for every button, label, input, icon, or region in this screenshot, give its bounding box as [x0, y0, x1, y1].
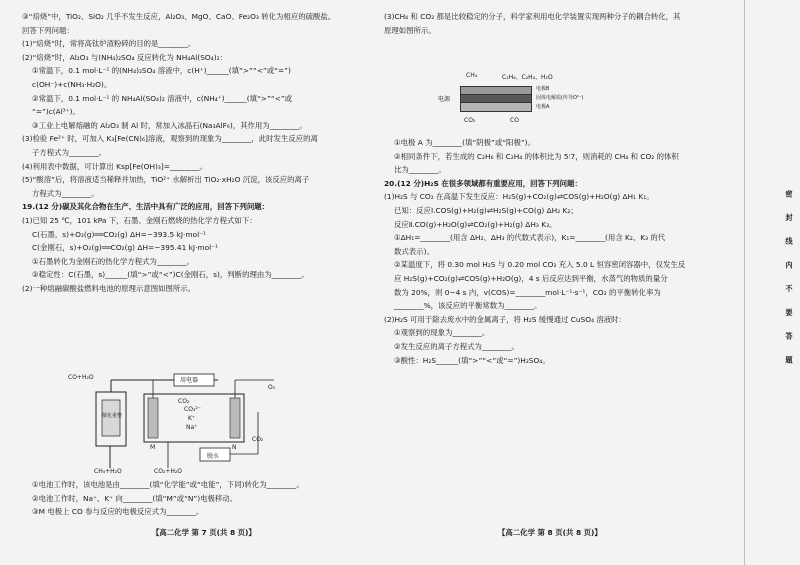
coupling-cell-diagram	[438, 72, 584, 126]
text-line: 子方程式为________。	[32, 147, 106, 157]
text-line: (1)H₂S 与 CO₂ 在高温下发生反应：H₂S(g)+CO₂(g)⇌COS(g)+H₂O(g) ΔH₁ K₁。	[384, 192, 654, 202]
question-heading: 19.(12 分)碳及其化合物在生产、生活中具有广泛的应用，回答下列问题：	[22, 202, 270, 212]
electrode-a-layer	[460, 102, 532, 112]
fuel-label-co2-side: CO₂	[252, 436, 264, 443]
cell-label-co2: CO₂	[464, 117, 476, 124]
right-column	[384, 10, 720, 37]
fuel-cell-diagram	[18, 372, 282, 476]
right-column-body	[384, 136, 720, 367]
cell-label-electrode-a: 电极A	[536, 104, 550, 110]
cell-label-products: C₂H₆、C₂H₄、H₂O	[502, 74, 553, 81]
text-line: ①ΔH₁=________(用含 ΔH₂、ΔH₃ 的代数式表示)，K₁=________(用含 K₂、K₃ 的代	[394, 233, 666, 243]
text-line: ①电极 A 为________(填“阴极”或“阳极”)。	[394, 138, 535, 147]
cell-label-electrode-b: 电极B	[536, 86, 550, 92]
text-line: (1)“焙烧”时，常将高钛炉渣粉碎的目的是________。	[22, 39, 196, 49]
text-line: ③酸性：H₂S______(填“>”“<”或“=”)H₂SO₄。	[394, 355, 550, 365]
text-line: ③工业上电解熔融的 Al₂O₃ 制 Al 时，常加入冰晶石(Na₃AlF₆)，其作用为________。	[32, 120, 307, 130]
text-line: ②稳定性：C(石墨，s)______(填“>”或“<”)C(金刚石，s)，判断的理由为________。	[32, 270, 309, 280]
fuel-label-bottom-in: CH₄+H₂O	[94, 468, 122, 475]
text-line: 已知：反应Ⅰ.COS(g)+H₂(g)⇌H₂S(g)+CO(g) ΔH₂ K₂；	[394, 205, 578, 215]
fuel-label-device: 用电器	[180, 377, 199, 384]
fuel-label-n: N	[232, 444, 237, 451]
left-column-bottom	[22, 478, 374, 519]
text-line: (2)H₂S 可用于除去废水中的金属离子，将 H₂S 缓慢通过 CuSO₄ 溶液时：	[384, 314, 626, 324]
fuel-label-electrolyte: Na⁺	[186, 424, 198, 431]
seal-line-notice: 密 封 线 内 不 要 答 题	[785, 190, 794, 371]
text-line: ________%，该反应的平衡常数为________。	[394, 301, 542, 311]
text-line: (3)检验 Fe²⁺ 时，可加入 K₃[Fe(CN)₆]溶液，观察到的现象为________，此时发生反应的离	[22, 134, 318, 144]
cell-label-electrolyte: 固体电解质(传导O²⁻)	[536, 95, 584, 101]
text-line: 应 H₂S(g)+CO₂(g)⇌COS(g)+H₂O(g)，4 s 后反应达到平衡，水蒸气的物质的量分	[394, 273, 668, 283]
text-line: 回答下列问题：	[22, 25, 74, 35]
cell-label-co: CO	[510, 117, 519, 124]
fuel-label-electrolyte: CO₃²⁻	[184, 406, 201, 413]
text-line: ①常温下，0.1 mol·L⁻¹ 的(NH₄)₂SO₄ 溶液中，c(H⁺)______(填“>”“<”或“=”)	[32, 66, 291, 76]
text-line: (5)“酸溶”后，将溶液适当稀释并加热，TiO²⁺ 水解析出 TiO₂·xH₂O 沉淀，该反应的离子	[22, 175, 310, 185]
page-footer-right: 【高二化学 第 8 页(共 8 页)】	[498, 528, 602, 537]
text-line: (3)CH₄ 和 CO₂ 都是比较稳定的分子，科学家利用电化学装置实现两种分子的耦合转化，其	[384, 12, 681, 21]
text-line: 原理如图所示。	[384, 25, 436, 35]
text-line: 数为 20%，则 0~4 s 内，v(COS)=________mol·L⁻¹·s⁻¹，CO₂ 的平衡转化率为	[394, 287, 661, 297]
text-line: ②某温度下，将 0.30 mol H₂S 与 0.20 mol CO₂ 充入 5.0 L 恒容密闭容器中，仅发生反	[394, 260, 686, 270]
fuel-label-co2-top: CO₂	[178, 398, 190, 405]
fold-line	[744, 0, 745, 565]
text-line: ②电池工作时，Na⁺、K⁺ 向________(填“M”或“N”)电极移动。	[32, 493, 238, 503]
text-line: 方程式为________。	[32, 188, 99, 198]
text-line: ①石墨转化为金刚石的热化学方程式为________。	[32, 256, 194, 266]
text-line: (2)“焙烧”时，Al₂O₃ 与(NH₄)₂SO₄ 反应转化为 NH₄Al(SO₄)₂：	[22, 52, 227, 62]
fuel-label-electrolyte: K⁺	[188, 415, 196, 422]
text-line: ②相同条件下，若生成的 C₂H₆ 和 C₂H₄ 的体积比为 5∶7，则消耗的 CH₄ 和 CO₂ 的体积	[394, 151, 679, 161]
fuel-label-co-h2: CO+H₂O	[68, 374, 94, 381]
text-line: 反应Ⅱ.CO(g)+H₂O(g)⇌CO₂(g)+H₂(g) ΔH₃ K₃。	[394, 219, 557, 229]
fuel-label-dehydrate: 脱水	[207, 453, 220, 460]
fuel-label-bottom-out: CO₂+H₂O	[154, 468, 182, 475]
text-line: c(OH⁻)+c(NH₃·H₂O)。	[32, 79, 112, 89]
page-footer-left: 【高二化学 第 7 页(共 8 页)】	[152, 528, 256, 537]
equation-line: C(金刚石，s)+O₂(g)══CO₂(g) ΔH=−395.41 kJ·mol⁻¹	[32, 243, 219, 253]
cell-label-source: 电源	[438, 96, 451, 103]
text-line: (2)一种熔融碳酸盐燃料电池的原理示意图如图所示。	[22, 283, 196, 293]
question-heading: 20.(12 分)H₂S 在很多领域都有重要应用，回答下列问题：	[384, 178, 582, 188]
left-column	[22, 10, 374, 295]
fuel-label-o2: O₂	[268, 384, 276, 391]
fuel-label-reformer: 催化重整	[102, 413, 123, 419]
text-line: (4)利用表中数据，可计算出 Ksp[Fe(OH)₃]=________。	[22, 161, 207, 171]
text-line: 比为________。	[394, 165, 446, 175]
text-line: ①观察到的现象为________。	[394, 328, 490, 338]
text-line: ③M 电极上 CO 参与反应的电极反应式为________。	[32, 507, 204, 517]
equation-line: C(石墨，s)+O₂(g)══CO₂(g) ΔH=−393.5 kJ·mol⁻¹	[32, 229, 206, 239]
text-line: ②常温下，0.1 mol·L⁻¹ 的 NH₄Al(SO₄)₂ 溶液中，c(NH₄⁺)______(填“>”“<”或	[32, 93, 293, 103]
text-line: (1)已知 25 ℃，101 kPa 下，石墨、金刚石燃烧的热化学方程式如下：	[22, 215, 257, 225]
fuel-label-m: M	[150, 444, 156, 451]
text-line: ③“焙烧”中，TiO₂、SiO₂ 几乎不发生反应，Al₂O₃、MgO、CaO、Fe₂O₃ 转化为相应的硫酸盐。	[22, 12, 336, 21]
text-line: “=”)c(Al³⁺)。	[32, 107, 80, 117]
text-line: ②发生反应的离子方程式为________。	[394, 341, 519, 351]
text-line: 数式表示)。	[394, 246, 434, 256]
cell-label-ch4: CH₄	[466, 72, 478, 79]
text-line: ①电池工作时，该电池是由________(填“化学能”或“电能”，下同)转化为________。	[32, 480, 304, 489]
